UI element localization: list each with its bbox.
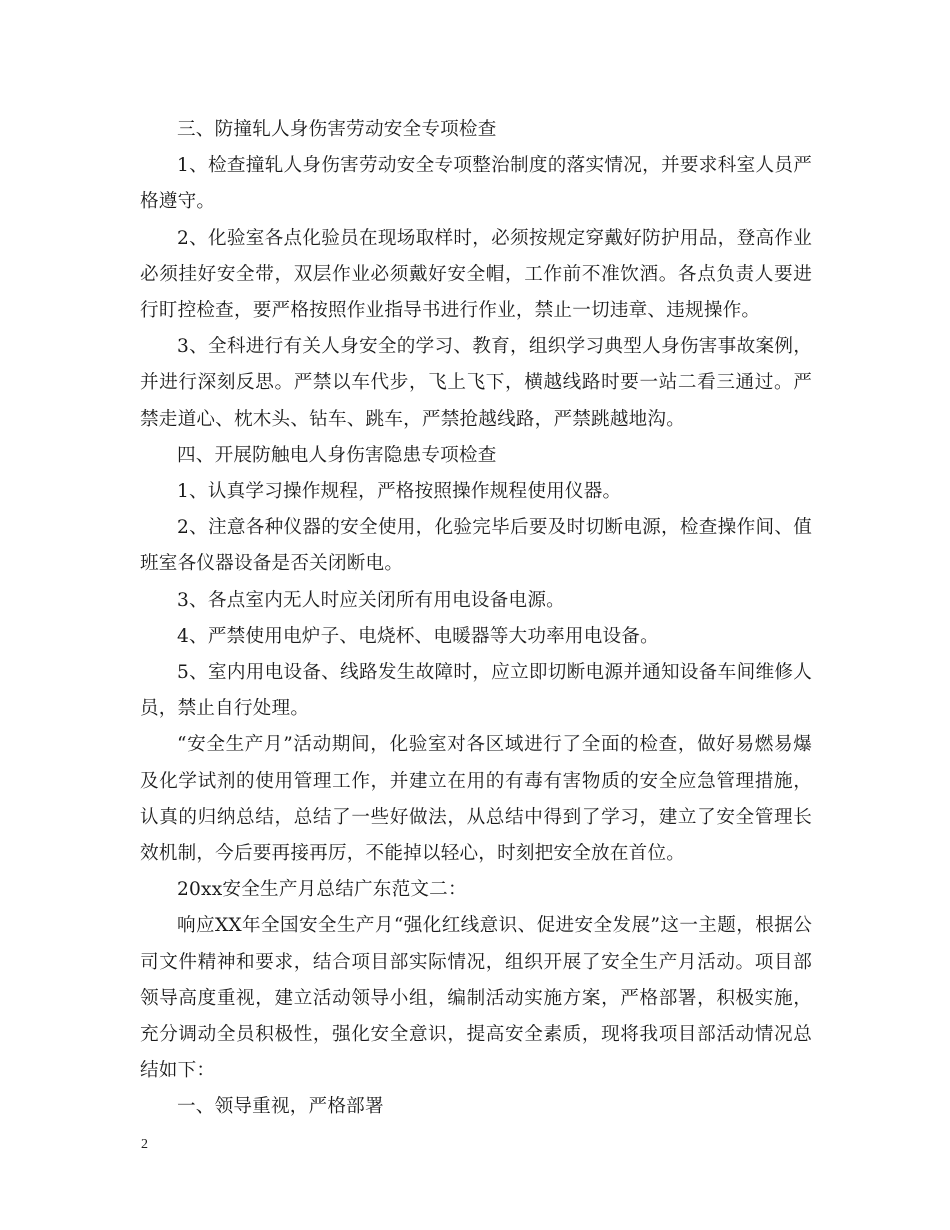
document-body: [140, 112, 812, 1126]
intro-paragraph: 响应XX年全国安全生产月“强化红线意识、促进安全发展”这一主题，根据公司文件精神和要求，结合项目部实际情况，组织开展了安全生产月活动。项目部领导高度重视，建立活动领导小组，编制活动实施方案，严格部署，积极实施，充分调动全员积极性，强化安全意识，提高安全素质，现将我项目部活动情况总结如下：: [140, 915, 812, 1082]
section-heading: 四、开展防触电人身伤害隐患专项检查: [177, 444, 497, 466]
body-paragraph: 4、严禁使用电炉子、电烧杯、电暖器等大功率用电设备。: [177, 625, 659, 647]
body-paragraph: 1、检查撞轧人身伤害劳动安全专项整治制度的落实情况，并要求科室人员严格遵守。: [140, 155, 812, 213]
section-heading: 三、防撞轧人身伤害劳动安全专项检查: [177, 119, 497, 140]
body-paragraph: 2、注意各种仪器的安全使用，化验完毕后要及时切断电源，检查操作间、值班室各仪器设备是否关闭断电。: [140, 517, 812, 575]
body-paragraph: 3、各点室内无人时应关闭所有用电设备电源。: [177, 589, 565, 611]
summary-paragraph: “安全生产月”活动期间，化验室对各区域进行了全面的检查，做好易燃易爆及化学试剂的使用管理工作，并建立在用的有毒有害物质的安全应急管理措施，认真的归纳总结，总结了一些好做法，从总结中得到了学习，建立了安全管理长效机制，今后要再接再厉，不能掉以轻心，时刻把安全放在首位。: [140, 734, 812, 865]
article-title: 20xx安全生产月总结广东范文二：: [177, 879, 467, 901]
body-paragraph: 3、全科进行有关人身安全的学习、教育，组织学习典型人身伤害事故案例，并进行深刻反思。严禁以车代步，飞上飞下，横越线路时要一站二看三通过。严禁走道心、枕木头、钻车、跳车，严禁抢越线路，严禁跳越地沟。: [140, 336, 812, 430]
body-paragraph: 5、室内用电设备、线路发生故障时，应立即切断电源并通知设备车间维修人员，禁止自行处理。: [140, 662, 812, 720]
page-number: 2: [141, 1137, 148, 1152]
body-paragraph: 2、化验室各点化验员在现场取样时，必须按规定穿戴好防护用品，登高作业必须挂好安全带，双层作业必须戴好安全帽，工作前不准饮酒。各点负责人要进行盯控检查，要严格按照作业指导书进行作业，禁止一切违章、违规操作。: [140, 227, 812, 322]
body-paragraph: 1、认真学习操作规程，严格按照操作规程使用仪器。: [177, 481, 622, 503]
section-heading: 一、领导重视，严格部署: [177, 1096, 384, 1118]
